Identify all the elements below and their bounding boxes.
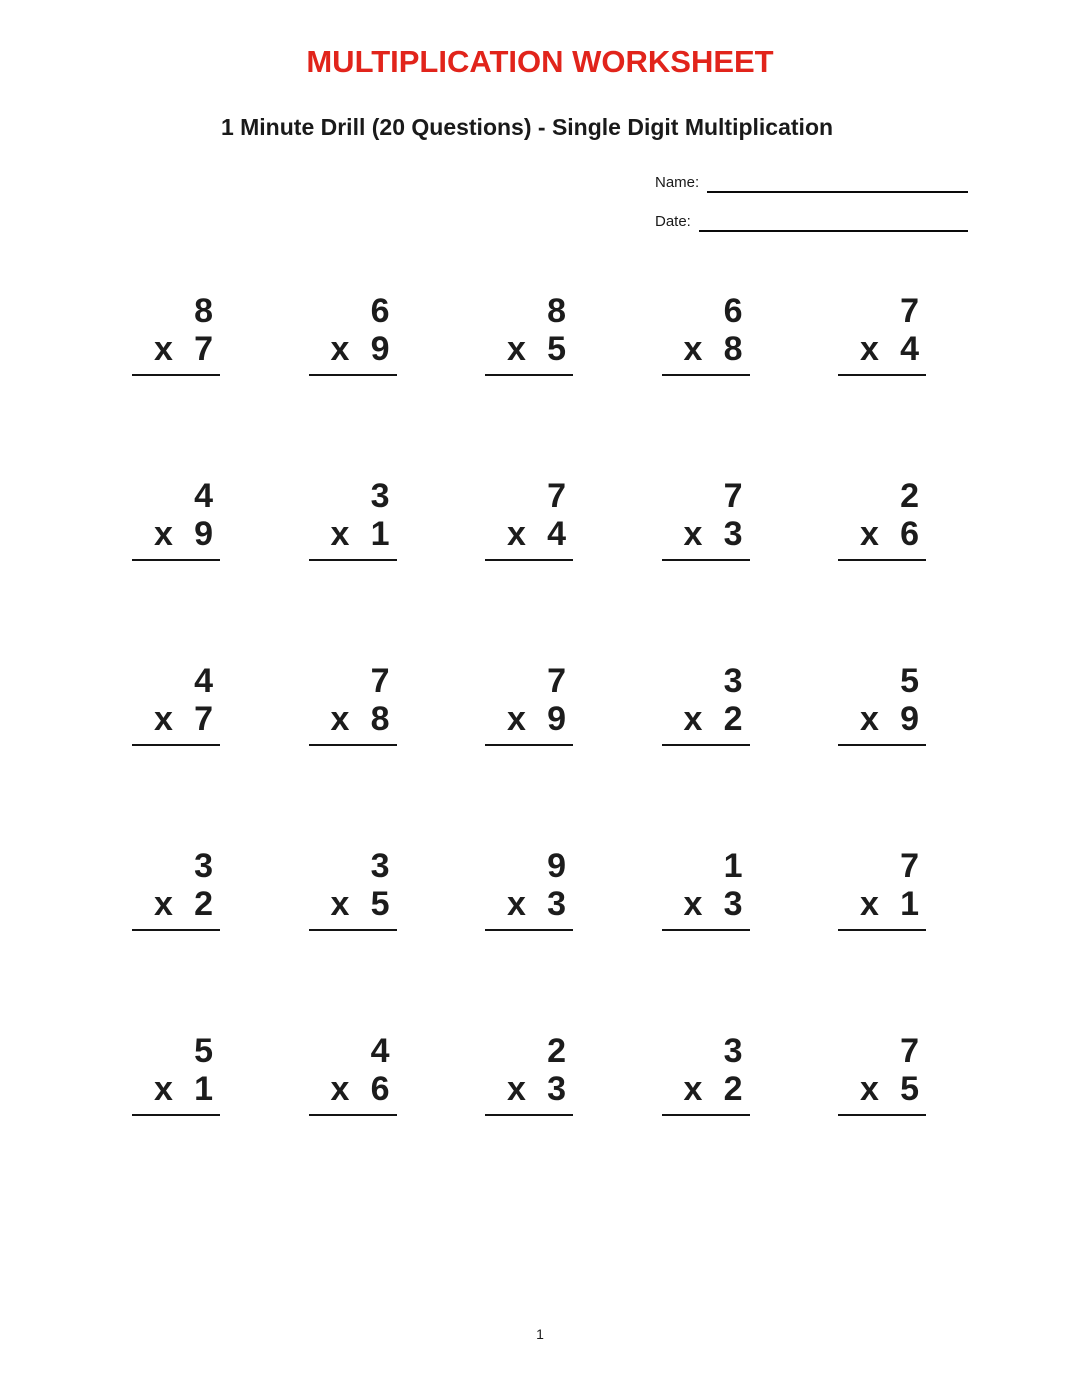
multiplier-row	[662, 515, 750, 553]
multiplier-row	[309, 700, 397, 738]
multiplier: 9	[900, 700, 919, 738]
answer-line	[309, 374, 397, 376]
answer-line	[485, 1114, 573, 1116]
multiply-operator: x	[683, 330, 703, 368]
multiplier-row	[662, 885, 750, 923]
multiplication-problem	[309, 292, 397, 477]
multiplier: 3	[723, 515, 743, 553]
multiplier: 4	[900, 330, 919, 368]
multiplication-problem	[838, 1032, 926, 1217]
multiplier-row	[132, 885, 220, 923]
multiplicand: 5	[194, 1032, 213, 1070]
multiplicand: 3	[723, 662, 743, 700]
name-blank-line	[707, 173, 968, 193]
multiply-operator: x	[860, 885, 879, 923]
multiplicand: 3	[723, 1032, 743, 1070]
answer-line	[662, 744, 750, 746]
answer-line	[662, 559, 750, 561]
multiplication-problem	[309, 1032, 397, 1217]
multiplier: 5	[370, 885, 390, 923]
multiplicand: 7	[370, 662, 390, 700]
multiplication-problem	[838, 292, 926, 477]
multiplication-problem	[132, 847, 220, 1032]
multiply-operator: x	[860, 1070, 879, 1108]
multiply-operator: x	[330, 1070, 350, 1108]
multiplier: 7	[194, 700, 213, 738]
answer-line	[309, 929, 397, 931]
multiply-operator: x	[154, 700, 173, 738]
name-label: Name:	[655, 174, 700, 191]
multiplier: 8	[723, 330, 743, 368]
answer-line	[662, 374, 750, 376]
multiplication-problem	[132, 662, 220, 847]
multiplication-problem	[485, 1032, 573, 1217]
multiplier-row	[309, 885, 397, 923]
multiplier: 3	[547, 1070, 566, 1108]
answer-line	[838, 1114, 926, 1116]
multiplier: 6	[900, 515, 919, 553]
multiply-operator: x	[154, 330, 173, 368]
multiplier-row	[132, 700, 220, 738]
multiplier-row	[309, 515, 397, 553]
multiplier: 3	[547, 885, 566, 923]
multiplier: 9	[194, 515, 213, 553]
page-title: MULTIPLICATION WORKSHEET	[306, 44, 774, 79]
answer-line	[485, 744, 573, 746]
multiply-operator: x	[154, 1070, 173, 1108]
multiplication-problem	[132, 477, 220, 662]
multiply-operator: x	[683, 700, 703, 738]
multiplier: 9	[370, 330, 390, 368]
multiply-operator: x	[860, 700, 879, 738]
multiplier-row	[838, 1070, 926, 1108]
multiplication-problem	[662, 662, 750, 847]
multiplier: 6	[370, 1070, 390, 1108]
multiplier-row	[132, 1070, 220, 1108]
multiplier-row	[838, 700, 926, 738]
multiplier-row	[838, 330, 926, 368]
multiplication-problem	[838, 662, 926, 847]
multiplier-row	[838, 885, 926, 923]
multiplier: 1	[194, 1070, 213, 1108]
multiply-operator: x	[330, 700, 350, 738]
answer-line	[838, 929, 926, 931]
multiplication-problem	[662, 847, 750, 1032]
answer-line	[662, 1114, 750, 1116]
multiplication-problem	[132, 292, 220, 477]
multiply-operator: x	[860, 330, 879, 368]
multiplication-problem	[485, 477, 573, 662]
answer-line	[132, 929, 220, 931]
multiplicand: 3	[370, 847, 390, 885]
multiply-operator: x	[330, 330, 350, 368]
answer-line	[485, 929, 573, 931]
answer-line	[309, 559, 397, 561]
page-number: 1	[536, 1326, 544, 1342]
multiplier-row	[485, 1070, 573, 1108]
answer-line	[662, 929, 750, 931]
multiplicand: 7	[547, 477, 566, 515]
multiplier-row	[132, 330, 220, 368]
multiply-operator: x	[507, 885, 526, 923]
multiply-operator: x	[683, 515, 703, 553]
multiplicand: 1	[723, 847, 743, 885]
multiply-operator: x	[507, 515, 526, 553]
multiplier: 2	[194, 885, 213, 923]
multiplicand: 2	[547, 1032, 566, 1070]
date-blank-line	[699, 212, 968, 232]
multiplier-row	[309, 1070, 397, 1108]
multiplier: 9	[547, 700, 566, 738]
multiply-operator: x	[154, 885, 173, 923]
multiplicand: 3	[370, 477, 390, 515]
multiplier-row	[485, 700, 573, 738]
multiply-operator: x	[683, 885, 703, 923]
multiplicand: 7	[547, 662, 566, 700]
multiplier: 8	[370, 700, 390, 738]
answer-line	[132, 559, 220, 561]
multiplier-row	[485, 515, 573, 553]
multiplication-problem	[132, 1032, 220, 1217]
multiplicand: 3	[194, 847, 213, 885]
multiply-operator: x	[154, 515, 173, 553]
multiplier: 2	[723, 700, 743, 738]
multiplication-problem	[485, 847, 573, 1032]
multiply-operator: x	[860, 515, 879, 553]
multiplier-row	[662, 330, 750, 368]
multiplication-problem	[662, 1032, 750, 1217]
answer-line	[485, 374, 573, 376]
multiplicand: 4	[194, 477, 213, 515]
multiplicand: 6	[370, 292, 390, 330]
multiplicand: 7	[900, 847, 919, 885]
name-field-row	[655, 171, 968, 193]
multiplication-problem	[309, 662, 397, 847]
multiplier: 5	[900, 1070, 919, 1108]
multiplier-row	[662, 700, 750, 738]
multiply-operator: x	[507, 1070, 526, 1108]
multiplier-row	[485, 885, 573, 923]
multiplier: 1	[370, 515, 390, 553]
answer-line	[485, 559, 573, 561]
answer-line	[838, 374, 926, 376]
multiply-operator: x	[683, 1070, 703, 1108]
date-field-row	[655, 210, 968, 232]
multiply-operator: x	[507, 330, 526, 368]
multiplicand: 6	[723, 292, 743, 330]
multiplicand: 9	[547, 847, 566, 885]
multiplication-problem	[662, 477, 750, 662]
answer-line	[838, 559, 926, 561]
multiplier-row	[132, 515, 220, 553]
multiplication-problem	[485, 662, 573, 847]
multiplication-problem	[662, 292, 750, 477]
multiplier: 7	[194, 330, 213, 368]
multiply-operator: x	[330, 515, 350, 553]
multiplication-problem	[309, 477, 397, 662]
multiplier: 3	[723, 885, 743, 923]
multiplier: 1	[900, 885, 919, 923]
answer-line	[309, 744, 397, 746]
multiplicand: 7	[723, 477, 743, 515]
problems-grid	[132, 292, 926, 1217]
multiplication-problem	[309, 847, 397, 1032]
multiplicand: 7	[900, 292, 919, 330]
multiplier-row	[838, 515, 926, 553]
page-subtitle: 1 Minute Drill (20 Questions) - Single Digit Multiplication	[220, 114, 834, 140]
multiplier-row	[309, 330, 397, 368]
student-info-block	[655, 171, 968, 249]
answer-line	[309, 1114, 397, 1116]
answer-line	[132, 744, 220, 746]
multiplier-row	[662, 1070, 750, 1108]
multiplication-problem	[838, 477, 926, 662]
multiplication-problem	[485, 292, 573, 477]
multiplicand: 8	[547, 292, 566, 330]
multiplicand: 4	[194, 662, 213, 700]
multiplicand: 8	[194, 292, 213, 330]
multiplier: 5	[547, 330, 566, 368]
multiplicand: 5	[900, 662, 919, 700]
date-label: Date:	[655, 213, 691, 230]
answer-line	[132, 1114, 220, 1116]
multiplication-problem	[838, 847, 926, 1032]
multiplicand: 7	[900, 1032, 919, 1070]
multiplier-row	[485, 330, 573, 368]
multiplicand: 4	[370, 1032, 390, 1070]
multiplier: 4	[547, 515, 566, 553]
multiply-operator: x	[330, 885, 350, 923]
multiplier: 2	[723, 1070, 743, 1108]
multiply-operator: x	[507, 700, 526, 738]
multiplicand: 2	[900, 477, 919, 515]
answer-line	[838, 744, 926, 746]
answer-line	[132, 374, 220, 376]
